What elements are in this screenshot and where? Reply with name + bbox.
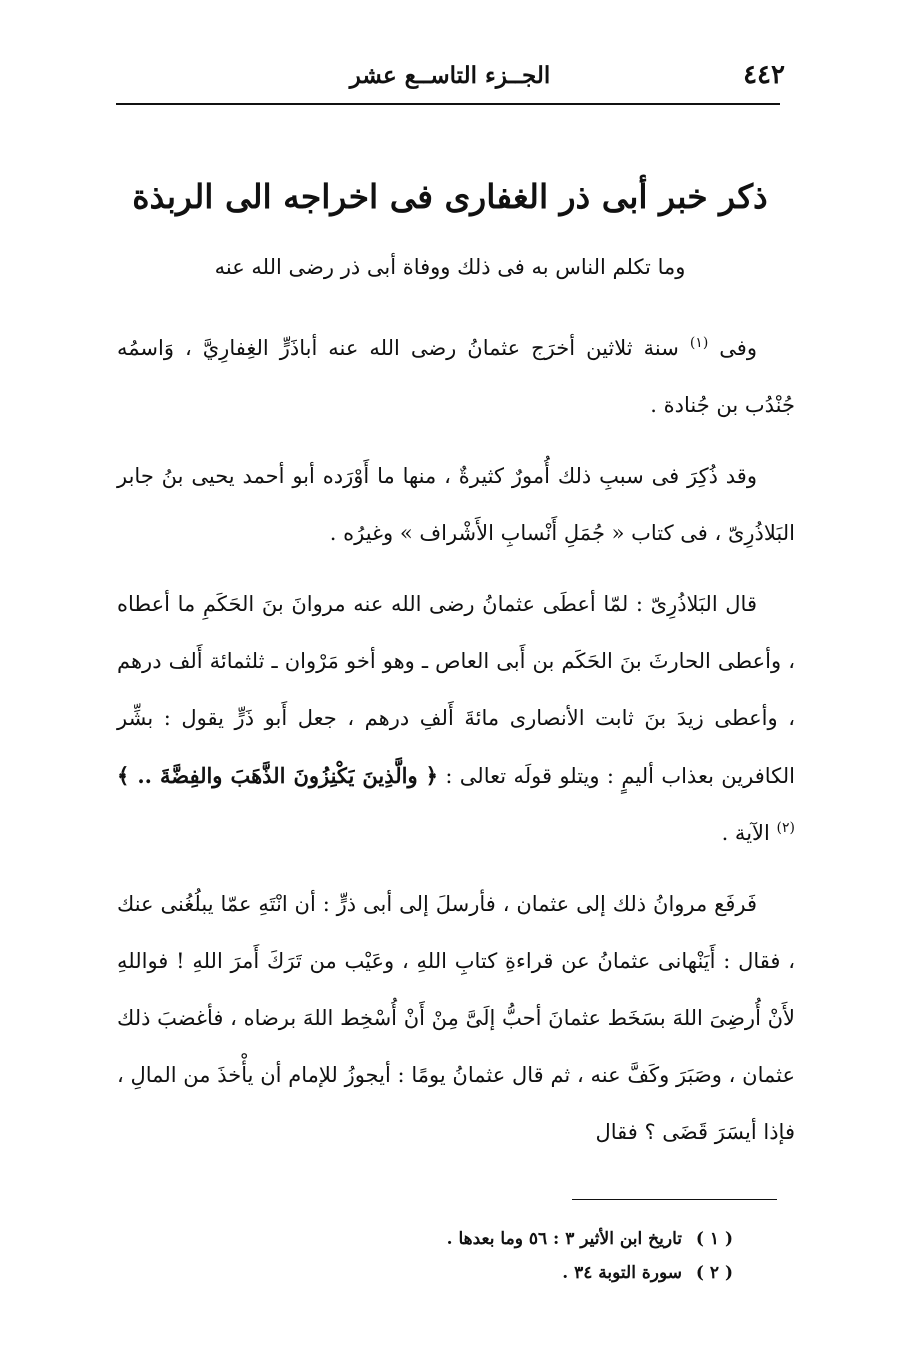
footnote-text: سورة التوبة ٣٤ . bbox=[562, 1263, 682, 1283]
paragraph-1-start: وفى bbox=[719, 336, 757, 360]
footnote-marker: ( ١ ) bbox=[695, 1229, 733, 1249]
paragraph-4: فَرفَع مروانُ ذلك إلى عثمان ، فأرسلَ إلى أبى ذرٍّ : أن انْتَهِ عمّا يبلُغُنى عنك ، فقال : أَيَنْهانى عثمانُ عن قراءةِ كتابِ اللهِ ، وعَيْب من تَرَكَ أَمرَ اللهِ ! فواللهِ لأَنْ أُرضِىَ اللهَ بسَخَط عثمانَ أحبُّ إلَىَّ مِنْ أَنْ أُسْخِط اللهَ برضاه ، فأغضبَ ذلك عثمان ، وصَبَرَ وكَفَّ عنه ، ثم قال عثمانُ يومًا : أيجوزُ للإمام أن يأْخذَ من المالِ ، فإذا أيسَرَ قَضَى ؟ فقال bbox=[117, 892, 795, 1144]
footnote-ref-1: (١) bbox=[689, 335, 709, 351]
page-number: ٤٤٢ bbox=[743, 60, 785, 90]
paragraph-3 bbox=[117, 576, 795, 862]
footnote-text: تاريخ ابن الأثير ٣ : ٥٦ وما بعدها . bbox=[446, 1229, 682, 1249]
chapter-subtitle: وما تكلم الناس به فى ذلك ووفاة أبى ذر رضى الله عنه bbox=[214, 255, 686, 279]
paragraph-3-text: قال البَلاذُرِىّ : لمّا أعطَى عثمانُ رضى الله عنه مروانَ بنَ الحَكَمِ ما أعطاه ، وأعطى الحارثَ بنَ الحَكَم بن أَبى العاص ـ وهو أخو مَرْوان ـ ثلثمائة أَلف درهم ، وأعطى زيدَ بنَ ثابت الأنصارى مائةَ أَلفِ درهم ، جعل أَبو ذَرٍّ يقول : بشِّر الكافرين بعذاب أليمٍ : ويتلو قولَه تعالى : bbox=[117, 592, 795, 788]
paragraph-3-end: الآية . bbox=[721, 821, 770, 845]
running-head bbox=[115, 56, 785, 96]
quran-quote: ﴿ والَّذِينَ يَكْنِزُونَ الذَّهَبَ والفِضَّةَ .. ﴾ bbox=[117, 763, 438, 788]
paragraph-1 bbox=[117, 320, 795, 434]
chapter-title: ذكر خبر أبى ذر الغفارى فى اخراجه الى الربذة bbox=[132, 177, 768, 216]
header-divider bbox=[116, 103, 780, 105]
footnote-divider bbox=[572, 1199, 777, 1200]
footnote-ref-2: (٢) bbox=[776, 820, 795, 836]
footnotes bbox=[253, 1222, 733, 1290]
body-text bbox=[117, 320, 795, 1161]
footnote-2 bbox=[253, 1256, 733, 1290]
footnote-marker: ( ٢ ) bbox=[695, 1263, 733, 1283]
paragraph-1-text: سنة ثلاثين أخرَج عثمانُ رضى الله عنه أباذَرٍّ الغِفارِيَّ ، وَاسمُه جُنْدُب بن جُنادة . bbox=[117, 336, 795, 417]
footnote-1 bbox=[253, 1222, 733, 1256]
paragraph-2: وقد ذُكِرَ فى سببِ ذلك أُمورٌ كثيرةٌ ، منها ما أَوْرَده أبو أحمد يحيى بنُ جابر البَلاذُرِىّ ، فى كتاب « جُمَلِ أَنْسابِ الأَشْراف » وغيرُه . bbox=[117, 464, 795, 545]
running-title: الجــزء التاســع عشر bbox=[349, 62, 551, 89]
